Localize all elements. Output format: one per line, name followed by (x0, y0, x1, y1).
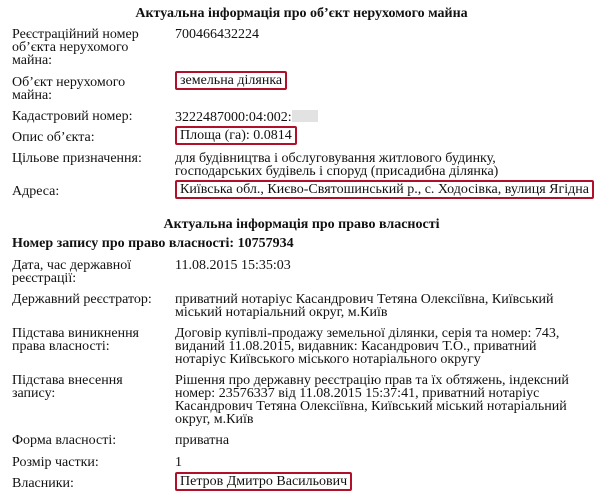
description-value-box (175, 126, 585, 145)
cadastral-value-row (175, 110, 585, 124)
object-value-box (175, 71, 585, 90)
owners-label: Власники: (12, 476, 74, 491)
cadastral-value: 3222487000:04:002: (175, 110, 292, 125)
share-value: 1 (175, 455, 182, 470)
ownership-form-label: Форма власності: (12, 433, 117, 448)
description-label: Опис об’єкта: (12, 130, 95, 145)
basis-value: Договір купівлі-продажу земельної ділянки, серія та номер: 743, виданий 11.08.2015, видавник: Касандрович Т.О., приватний нотаріус Київського міського нотаріального округу (175, 326, 560, 367)
entry-basis-label: Підстава внесення запису: (12, 373, 123, 401)
owners-value: Петров Дмитро Васильович (175, 472, 352, 491)
date-value: 11.08.2015 15:35:03 (175, 258, 291, 273)
address-label: Адреса: (12, 184, 60, 199)
cadastral-label: Кадастровий номер: (12, 109, 133, 124)
ownership-form-value: приватна (175, 433, 230, 448)
date-label: Дата, час державної реєстрації: (12, 258, 132, 286)
registrar-label: Державний реєстратор: (12, 292, 152, 307)
object-label: Об’єкт нерухомого майна: (12, 75, 126, 103)
registrar-value: приватний нотаріус Касандрович Тетяна Олексіївна, Київський міський нотаріальний округ, м.Київ (175, 292, 554, 320)
basis-label: Підстава виникнення права власності: (12, 326, 139, 354)
record-number-row (12, 236, 294, 252)
share-label: Розмір частки: (12, 455, 99, 470)
record-number-label: Номер запису про право власності: (12, 236, 235, 251)
description-value: Площа (га): 0.0814 (175, 126, 297, 145)
address-value-box (175, 180, 595, 199)
record-number-value: 10757934 (237, 236, 294, 251)
redaction-block (292, 110, 318, 122)
reg-number-value: 700466432224 (175, 27, 259, 42)
entry-basis-value: Рішення про державну реєстрацію прав та їх обтяжень, індексний номер: 23576337 від 11.08.2015 15:37:41, приватний нотаріус Касандрович Тетяна Олексіївна, Київський міський нотаріальний округ, м.Київ (175, 373, 569, 427)
rights-section-title: Актуальна інформація про право власності (163, 217, 440, 232)
purpose-value: для будівництва і обслуговування житлового будинку, господарських будівель і споруд (присадибна ділянка) (175, 151, 499, 179)
reg-number-label: Реєстраційний номер об’єкта нерухомого майна: (12, 27, 139, 68)
object-value: земельна ділянка (175, 71, 287, 90)
property-section-title: Актуальна інформація про об’єкт нерухомого майна (135, 6, 468, 21)
address-value: Київська обл., Києво-Святошинський р., с. Ходосівка, вулиця Ягідна (175, 180, 594, 199)
purpose-label: Цільове призначення: (12, 151, 142, 166)
owners-value-box (175, 472, 585, 491)
